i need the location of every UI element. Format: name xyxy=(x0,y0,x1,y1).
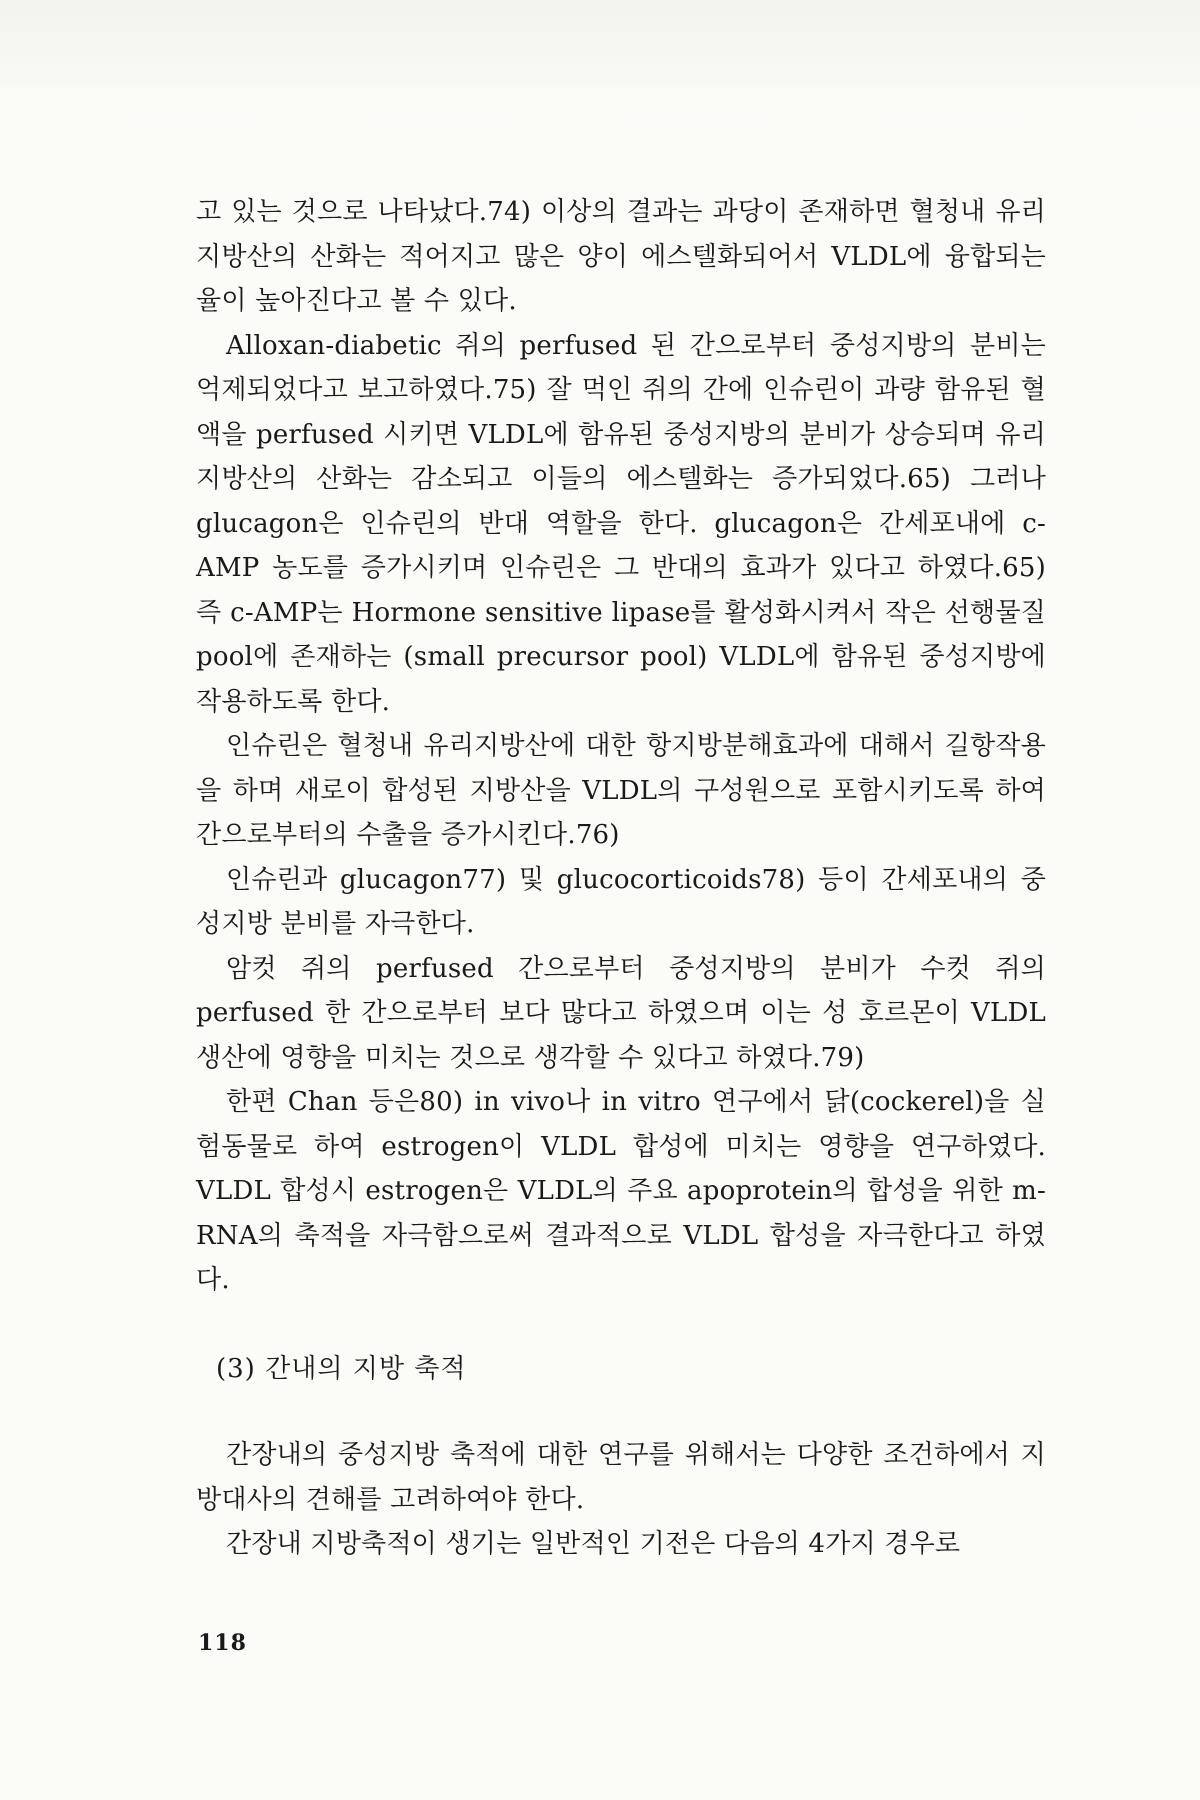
body-text xyxy=(196,190,1046,1567)
paragraph-2: Alloxan-diabetic 쥐의 perfused 된 간으로부터 중성지방의 분비는 억제되었다고 보고하였다.75) 잘 먹인 쥐의 간에 인슈린이 과량 함유된 혈액을 perfused 시키면 VLDL에 함유된 중성지방의 분비가 상승되며 유리지방산의 산화는 감소되고 이들의 에스텔화는 증가되었다.65) 그러나 glucagon은 인슈린의 반대 역할을 한다. glucagon은 간세포내에 c-AMP 농도를 증가시키며 인슈린은 그 반대의 효과가 있다고 하였다.65) 즉 c-AMP는 Hormone sensitive lipase를 활성화시켜서 작은 선행물질 pool에 존재하는 (small precursor pool) VLDL에 함유된 중성지방에 작용하도록 한다. xyxy=(196,330,1046,717)
page-number: 118 xyxy=(198,1630,247,1656)
paragraph-3: 인슈린은 혈청내 유리지방산에 대한 항지방분해효과에 대해서 길항작용을 하며 새로이 합성된 지방산을 VLDL의 구성원으로 포함시키도록 하여 간으로부터의 수출을 증가시킨다.76) xyxy=(196,731,1046,850)
paragraph-7: 간장내의 중성지방 축적에 대한 연구를 위해서는 다양한 조건하에서 지방대사의 견해를 고려하여야 한다. xyxy=(196,1440,1046,1515)
section-heading: (3) 간내의 지방 축적 xyxy=(216,1353,467,1384)
paragraph-6: 한편 Chan 등은80) in vivo나 in vitro 연구에서 닭(cockerel)을 실험동물로 하여 estrogen이 VLDL 합성에 미치는 영향을 연구하였다. VLDL 합성시 estrogen은 VLDL의 주요 apoprotein의 합성을 위한 m-RNA의 축적을 자극함으로써 결과적으로 VLDL 합성을 자극한다고 하였다. xyxy=(196,1087,1046,1295)
paragraph-1: 고 있는 것으로 나타났다.74) 이상의 결과는 과당이 존재하면 혈청내 유리지방산의 산화는 적어지고 많은 양이 에스텔화되어서 VLDL에 융합되는 율이 높아진다고 볼 수 있다. xyxy=(196,197,1046,316)
paragraph-4: 인슈린과 glucagon77) 및 glucocorticoids78) 등이 간세포내의 중성지방 분비를 자극한다. xyxy=(196,864,1046,939)
page-edge-shadow xyxy=(0,0,1200,120)
paragraph-8: 간장내 지방축적이 생기는 일반적인 기전은 다음의 4가지 경우로 xyxy=(226,1529,961,1559)
paragraph-5: 암컷 쥐의 perfused 간으로부터 중성지방의 분비가 수컷 쥐의 perfused 한 간으로부터 보다 많다고 하였으며 이는 성 호르몬이 VLDL 생산에 영향을 미치는 것으로 생각할 수 있다고 하였다.79) xyxy=(196,953,1046,1073)
